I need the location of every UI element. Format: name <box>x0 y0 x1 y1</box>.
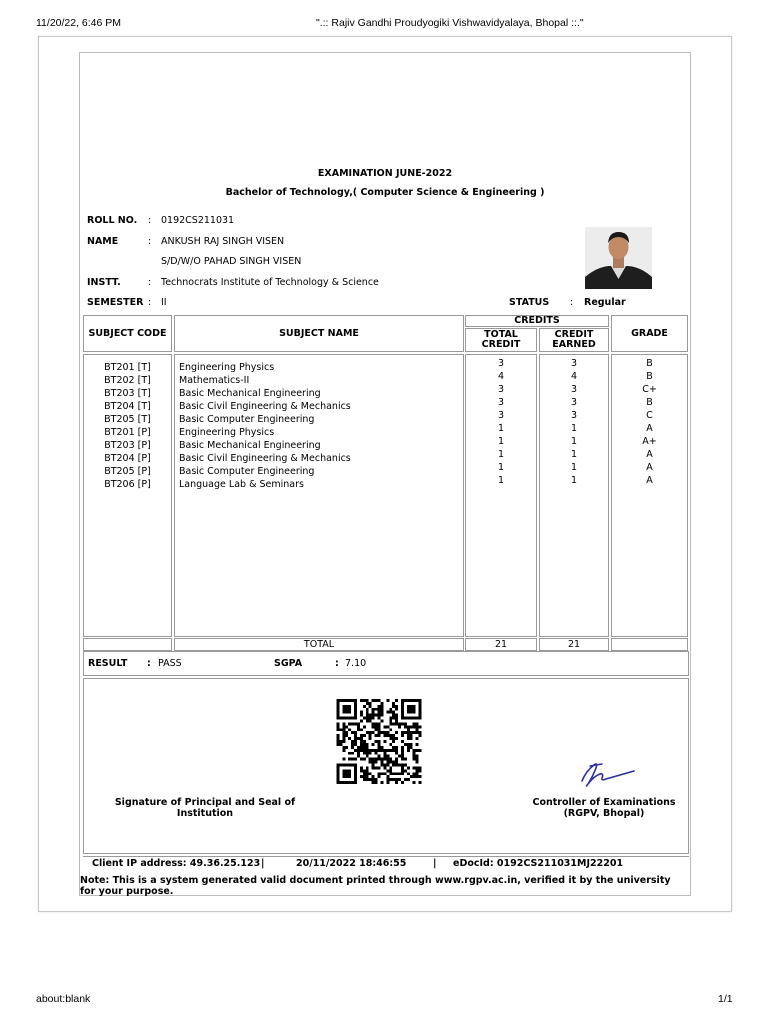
header-subject-name: SUBJECT NAME <box>174 315 464 352</box>
grade-cell: A+ <box>642 436 657 447</box>
subject-name-cell: Engineering Physics <box>179 362 275 373</box>
subject-code-cell: BT204 [P] <box>104 453 151 464</box>
result-summary <box>83 651 689 676</box>
total-credit-cell: 3 <box>497 397 505 408</box>
controller-title: Controller of Examinations <box>532 797 676 808</box>
controller-signature-label <box>519 797 689 819</box>
subject-name-cell: Basic Mechanical Engineering <box>179 388 321 399</box>
semester-value: II <box>161 297 167 308</box>
header-total-credit: TOTAL CREDIT <box>465 328 537 352</box>
status-value: Regular <box>584 297 626 308</box>
subject-code-cell: BT201 [T] <box>104 362 151 373</box>
subject-name-cell: Language Lab & Seminars <box>179 479 304 490</box>
meta-divider-2: | <box>433 858 437 869</box>
credit-earned-cell: 3 <box>570 397 578 408</box>
credit-earned-cell: 4 <box>570 371 578 382</box>
student-name: ANKUSH RAJ SINGH VISEN <box>161 236 285 247</box>
result-label: RESULT <box>88 658 128 669</box>
credit-earned-cell: 1 <box>570 462 578 473</box>
total-credit-column <box>465 354 537 637</box>
exam-title: EXAMINATION JUNE-2022 <box>317 168 453 179</box>
roll-separator: : <box>148 215 152 226</box>
subject-code-cell: BT203 [T] <box>104 388 151 399</box>
subject-code-cell: BT201 [P] <box>104 427 151 438</box>
print-page-count: 1/1 <box>718 993 733 1005</box>
signature-section <box>83 678 689 854</box>
total-credit-cell: 1 <box>497 475 505 486</box>
grade-cell: A <box>646 475 653 486</box>
credit-earned-cell: 3 <box>570 410 578 421</box>
credit-earned-cell: 1 <box>570 436 578 447</box>
grade-cell: A <box>646 449 653 460</box>
credit-earned-cell: 3 <box>570 358 578 369</box>
roll-label: ROLL NO. <box>87 215 138 226</box>
print-timestamp: 20/11/2022 18:46:55 <box>296 858 407 869</box>
total-credit-cell: 1 <box>497 449 505 460</box>
meta-info-row <box>83 856 689 871</box>
result-separator: : <box>147 658 151 669</box>
total-credit-sum: 21 <box>465 638 537 651</box>
grade-cell: B <box>646 397 653 408</box>
institute-name: Technocrats Institute of Technology & Science <box>161 277 379 288</box>
grades-table <box>83 315 689 653</box>
subject-name-cell: Basic Civil Engineering & Mechanics <box>179 401 351 412</box>
credit-earned-cell: 1 <box>570 449 578 460</box>
header-credits: CREDITS <box>465 315 609 327</box>
total-row-spacer <box>83 638 172 651</box>
total-credit-cell: 1 <box>497 436 505 447</box>
edoc-id: eDocId: 0192CS211031MJ22201 <box>453 858 624 869</box>
name-label: NAME <box>87 236 119 247</box>
institute-label: INSTT. <box>87 277 121 288</box>
subject-code-cell: BT206 [P] <box>104 479 151 490</box>
institute-separator: : <box>148 277 152 288</box>
header-credit-earned: CREDIT EARNED <box>539 328 609 352</box>
grade-cell: A <box>646 423 653 434</box>
total-credit-cell: 1 <box>497 462 505 473</box>
total-credit-cell: 1 <box>497 423 505 434</box>
verification-note: Note: This is a system generated valid document printed through www.rgpv.ac.in, verified it by the university for your purpose. <box>80 875 671 897</box>
total-credit-cell: 3 <box>497 358 505 369</box>
controller-org: (RGPV, Bhopal) <box>563 808 645 819</box>
subject-code-cell: BT202 [T] <box>104 375 151 386</box>
grade-cell: C <box>646 410 653 421</box>
sgpa-separator: : <box>335 658 339 669</box>
print-url: about:blank <box>36 993 91 1005</box>
subject-name-column <box>174 354 464 637</box>
signature-mark-icon <box>576 757 638 789</box>
header-subject-code: SUBJECT CODE <box>83 315 172 352</box>
status-separator: : <box>570 297 574 308</box>
subject-code-cell: BT205 [P] <box>104 466 151 477</box>
parent-name: S/D/W/O PAHAD SINGH VISEN <box>161 256 302 267</box>
total-credit-cell: 4 <box>497 371 505 382</box>
grade-column <box>611 354 688 637</box>
sgpa-label: SGPA <box>274 658 303 669</box>
total-credit-cell: 3 <box>497 410 505 421</box>
meta-divider-1: | <box>261 858 265 869</box>
subject-name-cell: Basic Mechanical Engineering <box>179 440 321 451</box>
print-page-title: ".:: Rajiv Gandhi Proudyogiki Vishwavidyalaya, Bhopal ::." <box>316 17 584 29</box>
credit-earned-cell: 3 <box>570 384 578 395</box>
student-photo <box>585 227 652 289</box>
name-separator: : <box>148 236 152 247</box>
sgpa-value: 7.10 <box>345 658 367 669</box>
subject-name-cell: Engineering Physics <box>179 427 275 438</box>
subject-code-cell: BT203 [P] <box>104 440 151 451</box>
subject-name-cell: Basic Civil Engineering & Mechanics <box>179 453 351 464</box>
semester-label: SEMESTER <box>87 297 144 308</box>
subject-code-cell: BT204 [T] <box>104 401 151 412</box>
total-grade-empty <box>611 638 688 651</box>
subject-name-cell: Mathematics-II <box>179 375 250 386</box>
degree-title: Bachelor of Technology,( Computer Science & Engineering ) <box>225 187 545 198</box>
total-label: TOTAL <box>174 638 464 651</box>
credit-earned-cell: 1 <box>570 423 578 434</box>
result-card <box>79 52 691 896</box>
grade-cell: A <box>646 462 653 473</box>
status-label: STATUS <box>509 297 550 308</box>
subject-code-cell: BT205 [T] <box>104 414 151 425</box>
credit-earned-cell: 1 <box>570 475 578 486</box>
grade-cell: C+ <box>642 384 657 395</box>
total-credit-cell: 3 <box>497 384 505 395</box>
credit-earned-column <box>539 354 609 637</box>
subject-name-cell: Basic Computer Engineering <box>179 414 315 425</box>
student-photo-icon <box>585 227 652 289</box>
grade-cell: B <box>646 371 653 382</box>
subject-name-cell: Basic Computer Engineering <box>179 466 315 477</box>
print-datetime: 11/20/22, 6:46 PM <box>36 17 122 29</box>
qr-code-icon <box>335 699 423 784</box>
semester-separator: : <box>148 297 152 308</box>
grade-cell: B <box>646 358 653 369</box>
header-grade: GRADE <box>611 315 688 352</box>
roll-number: 0192CS211031 <box>161 215 235 226</box>
result-value: PASS <box>158 658 182 669</box>
subject-code-column <box>83 354 172 637</box>
credit-earned-sum: 21 <box>539 638 609 651</box>
principal-signature-label: Signature of Principal and Seal of Institution <box>114 797 296 819</box>
client-ip: Client IP address: 49.36.25.123 <box>92 858 261 869</box>
